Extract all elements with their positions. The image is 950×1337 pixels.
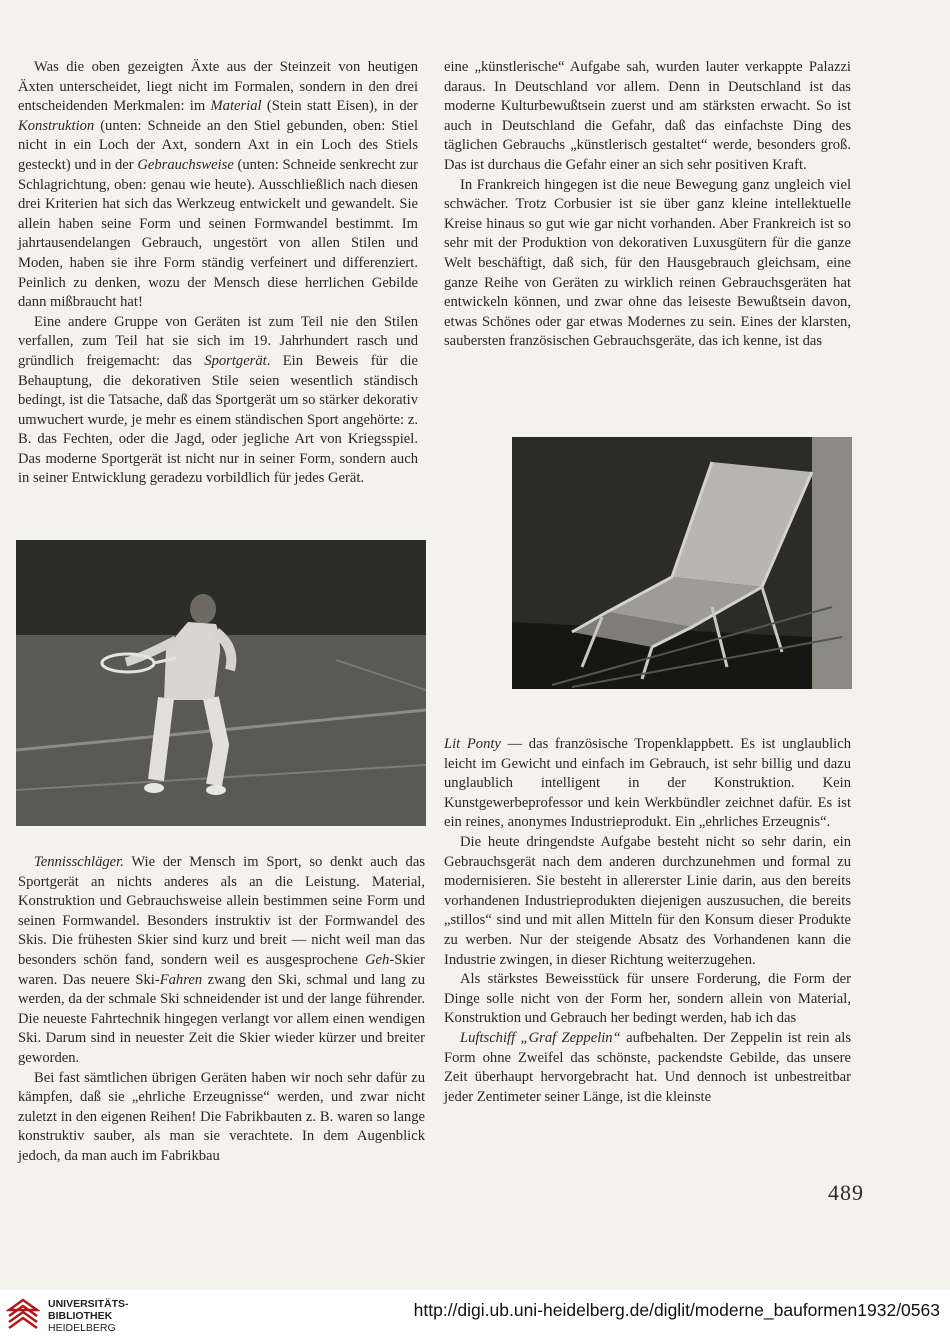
lit-ponty-chair-photo [512, 437, 852, 689]
paragraph-sportgeraet: Eine andere Gruppe von Geräten ist zum Teil nie den Stilen verfallen, zum Teil hat sie sich im 19. Jahrhundert rasch und gründlich freigemacht: das Sportgerät. Ein Beweis für die Behauptung, die dekorativen Stile seien wesentlich ständisch bedingt, ist die Tatsache, daß das Sportgerät um so stärker dekorativ umwuchert wurde, je mehr es einem ständischen Sport angehörte: z. B. das Fechten, oder die Jagd, oder jegliche Art von Kriegsspiel. Das moderne Sportgerät ist nicht nur in seiner Form, sondern auch in seiner Entwicklung geradezu vorbildlich für jedes Gerät. [18, 313, 418, 487]
text-column-right-bottom [444, 735, 851, 1107]
university-library-logo-icon[interactable] [6, 1296, 40, 1332]
uni-name-line-1: UNIVERSITÄTS- [48, 1298, 129, 1310]
page-number: 489 [828, 1180, 864, 1205]
paragraph-axes: Was die oben gezeigten Äxte aus der Steinzeit von heutigen Äxten unterscheidet, liegt nicht im Formalen, sondern in den drei entscheidenden Merkmalen: im Material (Stein statt Eisen), in der Konstruktion (unten: Schneide an den Stiel gebunden, oben: Stiel nicht in ein Loch der Axt, sondern Axt in ein Loch des Stiels gesteckt) und in der Gebrauchsweise (unten: Schneide senkrecht zur Schlagrichtung, oben: genau wie heute). Ausschließlich nach diesen drei Kriterien hat sich das Werkzeug entwickelt und gewandelt. Sie allein haben seine Form und seinen Formwandel bestimmt. Im jahrtausendelangen Gebrauch, ungestört von allen Stilen und Moden, haben sie ihre Form ständig verfeinert und differenziert. Peinlich zu denken, wozu der Mensch diese herrlichen Gebilde dann mißbraucht hat! [18, 59, 418, 311]
paragraph-erzeugnisse: Bei fast sämtlichen übrigen Geräten haben wir noch sehr dafür zu kämpfen, daß sie „ehrliche Erzeugnisse“ werden, und zwar nicht zuletzt in den eigenen Reihen! Die Fabrikbauten z. B. waren so lange konstruktiv sauber, als man sie verachtete. In dem Augenblick jedoch, da man auch im Fabrikbau [18, 1069, 425, 1164]
uni-name-line-2: BIBLIOTHEK [48, 1310, 113, 1322]
text-column-left-bottom [18, 853, 425, 1167]
paragraph-zeppelin: Luftschiff „Graf Zeppelin“ aufbehalten. Der Zeppelin ist rein als Form ohne Zweifel das schönste, packendste Gebilde, das unsere Zeit überhaupt hervorgebracht hat. Und dennoch ist unbestreitbar jeder Zentimeter seiner Länge, ist die kleinste [444, 1029, 852, 1105]
paragraph-palazzi: eine „künstlerische“ Aufgabe sah, wurden lauter verkappte Palazzi daraus. In Deutschland vor allem. Denn in Deutschland ist das moderne Kulturbewußtsein zuerst und am stärksten erwacht. So ist auch in Deutschland die Gefahr, daß das einfachste Ding des täglichen Gebrauchs „künstlerisch gestaltet“ werde, besonders groß. Das ist durchaus die Gefahr einer an sich sehr positiven Kraft. [444, 59, 851, 173]
university-library-name [48, 1298, 129, 1334]
paragraph-frankreich: In Frankreich hingegen ist die neue Bewegung ganz ungleich viel schwächer. Trotz Corbusier ist sie über ganz kleine intellektuelle Kreise hinaus so gut wie gar nicht vorhanden. Aber Frankreich ist so sehr mit der Produktion von dekorativen Luxusgütern für die ganze Welt beschäftigt, daß sich, für den Hausgebrauch gleichsam, eine ganze Reihe von Geräten zu wirklich reinen Gebrauchsgeräten hat entwickeln können, und zwar ohne das leiseste Bewußtsein davon, etwas Schönes oder gar etwas Modernes zu sein. Eines der klarsten, saubersten französischen Gebrauchsgeräte, das ich kenne, ist das [444, 176, 851, 350]
tennis-player-illustration [16, 540, 426, 826]
lit-ponty-chair-illustration [512, 437, 852, 689]
paragraph-aufgabe: Die heute dringendste Aufgabe besteht nicht so sehr darin, ein Gebrauchsgerät nach dem anderen durchzunehmen und formal zu modernisieren. Sie besteht in allererster Linie darin, aus den bereits vorhandenen Industrieprodukten diejenigen auszusuchen, die bereits „stillos“ sind und mit allen Mitteln für den Konsum dieser Produkte zu werben. Nur der steigende Absatz des Vorhandenen kann die Industrie zwingen, in dieser Richtung weiterzugehen. [444, 833, 851, 968]
paragraph-tennisschlaeger: Tennisschläger. Wie der Mensch im Sport, so denkt auch das Sportgerät an nichts anderes als an die Leistung. Material, Konstruktion und Gebrauchsweise allein bestimmen seine Form und seinen Formwandel. Besonders instruktiv ist der Formwandel des Skis. Die frühesten Skier sind kurz und breit — nicht weil man das besonders schön fand, sondern weil es ausgesprochene Geh-Skier waren. Das neuere Ski-Fahren zwang den Ski, schmal und lang zu werden, da der schmale Ski schneidender ist und der lange führender. Die neueste Fahrtechnik hingegen verlangt vor allem einen wendigen Ski. Darum sind in neuester Zeit die Skier wieder kürzer und breiter geworden. [18, 854, 425, 1066]
paragraph-beweisstueck: Als stärkstes Beweisstück für unsere Forderung, die Form der Dinge solle nicht von der Form her, sondern allein von Material, Konstruktion und Gebrauch her bedingt werden, hab ich das [444, 971, 851, 1027]
uni-name-line-3: HEIDELBERG [48, 1322, 116, 1334]
tennis-player-photo [16, 540, 426, 826]
paragraph-lit-ponty: Lit Ponty — das französische Tropenklappbett. Es ist unglaublich leicht im Gewicht und einfach im Gebrauch, ist sehr billig und dazu unglaublich intelligent in der Konstruktion. Kein Kunstgewerbeprofessor und kein Werkbündler zeichnet dafür. Es ist ein reines, anonymes Industrieprodukt. Ein „ehrliches Erzeugnis“. [444, 736, 852, 831]
text-column-right-top [444, 58, 851, 352]
document-url-link[interactable]: http://digi.ub.uni-heidelberg.de/diglit/moderne_bauformen1932/0563 [413, 1300, 940, 1320]
text-column-left-top [18, 58, 418, 489]
